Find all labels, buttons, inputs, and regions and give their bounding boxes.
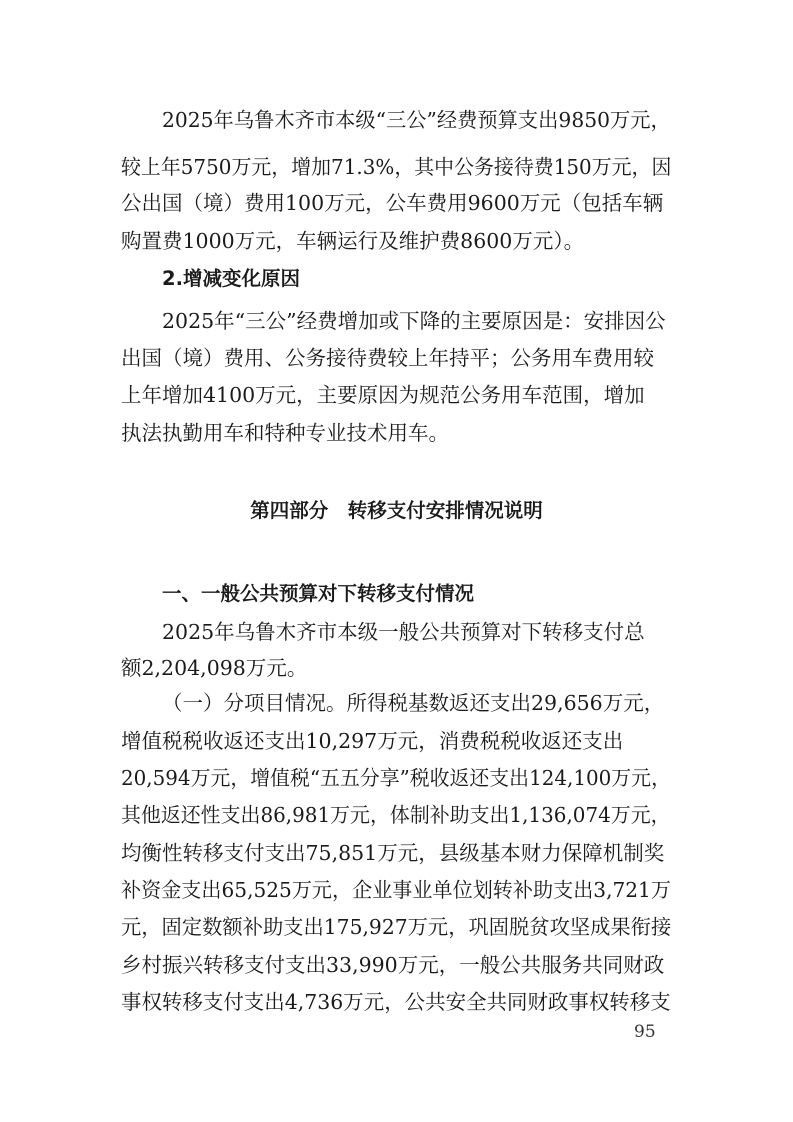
paragraph-line: 均衡性转移支付支出75,851万元，县级基本财力保障机制奖	[121, 841, 665, 865]
paragraph-line: 公出国（境）费用100万元，公车费用9600万元（包括车辆	[121, 191, 664, 215]
paragraph-line: 2025年乌鲁木齐市本级“三公”经费预算支出9850万元，	[162, 108, 671, 132]
paragraph-line: 其他返还性支出86,981万元，体制补助支出1,136,074万元，	[121, 803, 671, 827]
paragraph-line: 2025年乌鲁木齐市本级一般公共预算对下转移支付总	[162, 620, 645, 644]
paragraph-line: 增值税税收返还支出10,297万元，消费税税收返还支出	[121, 729, 624, 753]
paragraph-line: 补资金支出65,525万元，企业事业单位划转补助支出3,721万	[121, 878, 671, 902]
section-heading: 一、一般公共预算对下转移支付情况	[162, 582, 475, 605]
subheading: 2.增减变化原因	[162, 267, 300, 290]
paragraph-line: 出国（境）费用、公务接待费较上年持平；公务用车费用较	[121, 346, 654, 370]
paragraph-line: 乡村振兴转移支付支出33,990万元，一般公共服务共同财政	[121, 953, 665, 977]
paragraph-line: （一）分项目情况。所得税基数返还支出29,656万元，	[162, 691, 665, 715]
paragraph-line: 购置费1000万元，车辆运行及维护费8600万元）。	[121, 229, 585, 253]
paragraph-line: 元，固定数额补助支出175,927万元，巩固脱贫攻坚成果衔接	[121, 915, 672, 939]
paragraph-line: 执法执勤用车和特种专业技术用车。	[121, 421, 449, 445]
paragraph-line: 较上年5750万元，增加71.3%，其中公务接待费150万元，因	[121, 155, 672, 179]
paragraph-line: 上年增加4100万元，主要原因为规范公务用车范围，增加	[121, 383, 645, 407]
paragraph-line: 20,594万元，增值税“五五分享”税收返还支出124,100万元，	[121, 766, 671, 790]
page-number: 95	[634, 1022, 656, 1042]
paragraph-line: 事权转移支付支出4,736万元，公共安全共同财政事权转移支	[121, 990, 671, 1014]
paragraph-line: 2025年“三公”经费增加或下降的主要原因是：安排因公	[162, 309, 666, 333]
part-title: 第四部分 转移支付安排情况说明	[250, 499, 543, 522]
paragraph-line: 额2,204,098万元。	[121, 656, 308, 680]
